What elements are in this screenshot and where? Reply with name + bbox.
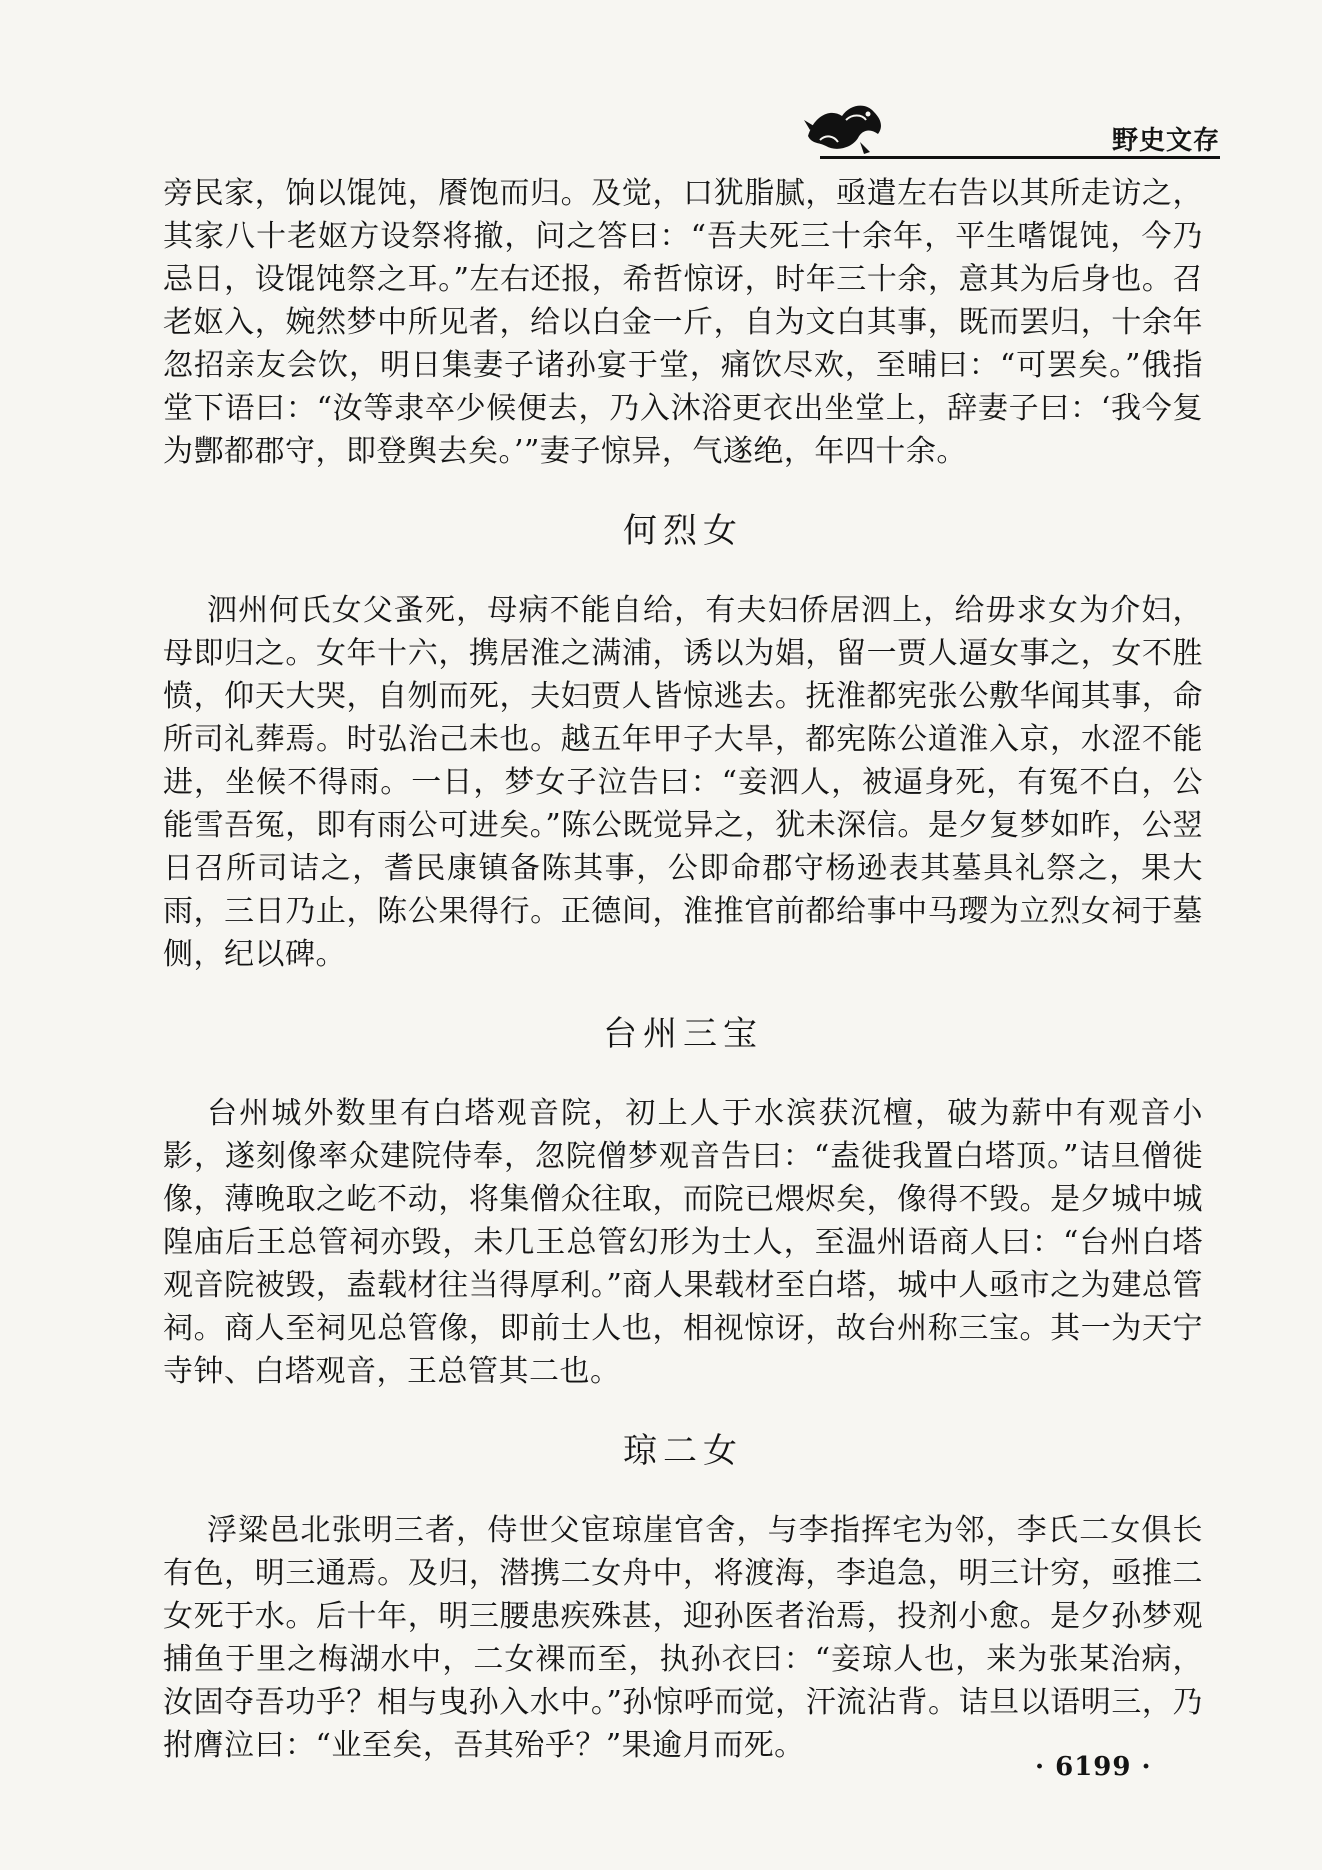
running-header: [800, 92, 1220, 162]
paragraph: 泗州何氏女父蚤死，母病不能自给，有夫妇侨居泗上，给毋求女为介妇，母即归之。女年十六，携居淮之满浦，诱以为娼，留一贾人逼女事之，女不胜愤，仰天大哭，自刎而死，夫妇贾人皆惊逃去。抚淮都宪张公敷华闻其事，命所司礼葬焉。时弘治己未也。越五年甲子大旱，都宪陈公道淮入京，水涩不能进，坐候不得雨。一日，梦女子泣告曰：“妾泗人，被逼身死，有冤不白，公能雪吾冤，即有雨公可进矣。”陈公既觉异之，犹未深信。是夕复梦如昨，公翌日召所司诘之，耆民康镇备陈其事，公即命郡守杨逊表其墓具礼祭之，果大雨，三日乃止，陈公果得行。正德间，淮推官前都给事中马璎为立烈女祠于墓侧，纪以碑。: [163, 593, 1203, 972]
section-title: 台州三宝: [603, 1014, 763, 1054]
page-number: · 6199 ·: [1035, 1752, 1152, 1782]
paragraph: 浮粱邑北张明三者，侍世父宦琼崖官舍，与李指挥宅为邻，李氏二女俱长有色，明三通焉。及归，潜携二女舟中，将渡海，李追急，明三计穷，亟推二女死于水。后十年，明三腰患疾殊甚，迎孙医者治焉，投剂小愈。是夕孙梦观捕鱼于里之梅湖水中，二女裸而至，执孙衣曰：“妾琼人也，来为张某治病，汝固夺吾功乎？相与曳孙入水中。”孙惊呼而觉，汗流沾背。诘旦以语明三，乃拊膺泣曰：“业至矣，吾其殆乎？”果逾月而死。: [163, 1513, 1203, 1763]
page-body: [163, 172, 1203, 1767]
paragraph: 台州城外数里有白塔观音院，初上人于水滨获沉檀，破为薪中有观音小影，遂刻像率众建院侍奉，忽院僧梦观音告曰：“盍徙我置白塔顶。”诘旦僧徙像，薄晚取之屹不动，将集僧众往取，而院已煨烬矣，像得不毁。是夕城中城隍庙后王总管祠亦毁，未几王总管幻形为士人，至温州语商人曰：“台州白塔观音院被毁，盍载材往当得厚利。”商人果载材至白塔，城中人亟市之为建总管祠。商人至祠见总管像，即前士人也，相视惊讶，故台州称三宝。其一为天宁寺钟、白塔观音，王总管其二也。: [163, 1096, 1203, 1389]
paragraph: 旁民家，饷以馄饨，餍饱而归。及觉，口犹脂腻，亟遣左右告以其所走访之，其家八十老妪方设祭将撤，问之答曰：“吾夫死三十余年，平生嗜馄饨，今乃忌日，设馄饨祭之耳。”左右还报，希哲惊讶，时年三十余，意其为后身也。召老妪入，婉然梦中所见者，给以白金一斤，自为文白其事，既而罢归，十余年忽招亲友会饮，明日集妻子诸孙宴于堂，痛饮尽欢，至晡曰：“可罢矣。”俄指堂下语曰：“汝等隶卒少候便去，乃入沐浴更衣出坐堂上，辞妻子曰：‘我今复为酆都郡守，即登舆去矣。’”妻子惊异，气遂绝，年四十余。: [163, 176, 1203, 469]
dragon-icon: [800, 96, 890, 158]
section-title: 琼二女: [623, 1431, 743, 1471]
section-title: 何烈女: [623, 511, 743, 551]
book-title: 野史文存: [1111, 126, 1220, 156]
header-rule: [820, 156, 1220, 159]
